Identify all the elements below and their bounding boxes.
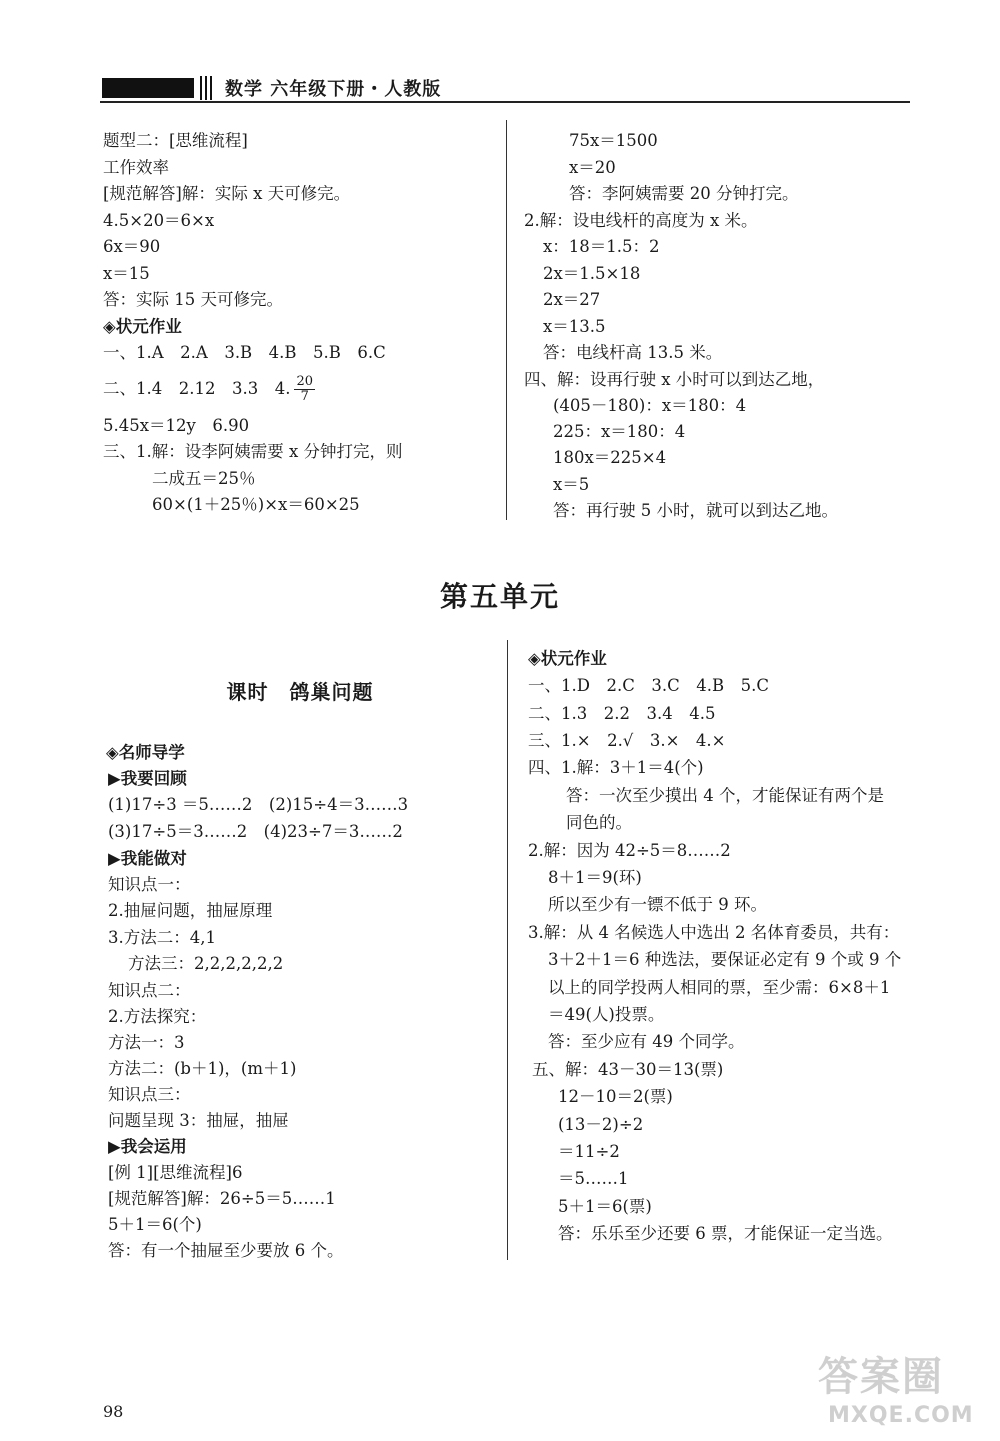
section-heading: ◈状元作业 [528, 649, 607, 668]
text-line: 75x＝1500 [569, 131, 658, 150]
fraction [294, 375, 315, 404]
text-line: 一、1.D 2.C 3.C 4.B 5.C [528, 676, 769, 695]
text-span: 二、1.4 2.12 3.3 4. [103, 379, 291, 398]
subsection-heading: ▶我能做对 [108, 849, 187, 868]
text-line: x＝13.5 [543, 317, 606, 336]
text-line: 2.抽屉问题，抽屉原理 [108, 901, 273, 920]
text-line: 问题呈现 3：抽屉，抽屉 [108, 1111, 289, 1130]
text-line: (13－2)÷2 [558, 1115, 644, 1134]
text-line: ＝5……1 [558, 1169, 629, 1188]
text-line: 答：实际 15 天可修完。 [103, 290, 283, 309]
text-line: 一、1.A 2.A 3.B 4.B 5.B 6.C [103, 343, 386, 362]
text-line: 180x＝225×4 [553, 448, 667, 467]
header-bars [200, 76, 216, 100]
text-line: 5＋1＝6(个) [108, 1215, 202, 1234]
text-line: 2x＝27 [543, 290, 601, 309]
text-line: 3.方法二：4,1 [108, 928, 216, 947]
column-divider-bottom [507, 640, 508, 1260]
column-divider-top [506, 120, 507, 520]
unit-title: 第五单元 [439, 580, 560, 613]
text-line: 225：x＝180：4 [553, 422, 686, 441]
text-line: 6x＝90 [103, 237, 161, 256]
subsection-heading: ▶我要回顾 [108, 769, 187, 788]
text-line: 5＋1＝6(票) [558, 1197, 652, 1216]
text-line: (1)17÷3 ＝5……2 (2)15÷4＝3……3 [108, 795, 409, 814]
section-heading: ◈状元作业 [103, 317, 182, 336]
text-line: 所以至少有一镖不低于 9 环。 [548, 895, 767, 914]
page-header [100, 72, 910, 102]
text-line: x：18＝1.5：2 [543, 237, 660, 256]
watermark-logo-text: 答案圈 [818, 1354, 944, 1400]
header-rule [100, 101, 910, 103]
text-line: 5.45x＝12y 6.90 [103, 416, 250, 435]
text-line: 方法二：(b＋1)，(m＋1) [108, 1059, 297, 1078]
answer-line-with-fraction [103, 375, 315, 404]
text-line: 二成五＝25％ [152, 469, 256, 488]
text-line: [规范解答]解：26÷5＝5……1 [108, 1189, 336, 1208]
subsection-heading: ▶我会运用 [108, 1137, 187, 1156]
text-line: 四、解：设再行驶 x 小时可以到达乙地， [524, 370, 825, 389]
text-line: 3.解：从 4 名候选人中选出 2 名体育委员，共有： [528, 923, 900, 942]
text-line: 三、1.× 2.√ 3.× 4.× [528, 731, 726, 750]
text-line: 五、解：43－30＝13(票) [532, 1060, 724, 1079]
header-title: 数学 六年级下册・人教版 [225, 79, 442, 100]
text-line: 答：乐乐至少还要 6 票，才能保证一定当选。 [558, 1224, 893, 1243]
text-line: 工作效率 [103, 158, 169, 177]
text-line: x＝5 [553, 475, 590, 494]
text-line: 12－10＝2(票) [558, 1087, 673, 1106]
text-line: 答：一次至少摸出 4 个，才能保证有两个是 [566, 786, 884, 805]
text-line: 答：再行驶 5 小时，就可以到达乙地。 [553, 501, 838, 520]
text-line: 答：有一个抽屉至少要放 6 个。 [108, 1241, 344, 1260]
text-line: 2x＝1.5×18 [543, 264, 641, 283]
header-black-block [102, 78, 194, 98]
page-number: 98 [103, 1402, 124, 1421]
text-line: [例 1][思维流程]6 [108, 1163, 243, 1182]
text-line: 四、1.解：3＋1＝4(个) [528, 758, 704, 777]
text-line: 2.方法探究： [108, 1007, 207, 1026]
text-line: x＝20 [569, 158, 616, 177]
text-line: 知识点一： [108, 875, 191, 894]
text-line: 2.解：因为 42÷5＝8……2 [528, 841, 731, 860]
fraction-denominator: 7 [300, 389, 309, 404]
fraction-numerator: 20 [296, 374, 314, 389]
text-line: 答：李阿姨需要 20 分钟打完。 [569, 184, 799, 203]
lesson-title: 课时 鸽巢问题 [226, 680, 374, 704]
text-line: 8＋1＝9(环) [548, 868, 642, 887]
text-line: 3＋2＋1＝6 种选法，要保证必定有 9 个或 9 个 [548, 950, 902, 969]
text-line: (405－180)：x＝180：4 [553, 396, 747, 415]
section-heading: ◈名师导学 [106, 743, 185, 762]
text-line: 答：至少应有 49 个同学。 [548, 1032, 745, 1051]
text-line: 知识点三： [108, 1085, 191, 1104]
text-line: 二、1.3 2.2 3.4 4.5 [528, 704, 716, 723]
text-line: 方法三：2,2,2,2,2,2 [128, 954, 284, 973]
text-line: 方法一：3 [108, 1033, 185, 1052]
watermark-url: MXQE.COM [828, 1403, 974, 1428]
text-line: (3)17÷5＝3……2 (4)23÷7＝3……2 [108, 822, 403, 841]
text-line: x＝15 [103, 264, 150, 283]
text-line: ＝49(人)投票。 [548, 1005, 665, 1024]
text-line: 同色的。 [566, 813, 632, 832]
text-line: 三、1.解：设李阿姨需要 x 分钟打完，则 [103, 442, 403, 461]
text-line: 以上的同学投两人相同的票，至少需：6×8＋1 [548, 978, 891, 997]
text-line: ＝11÷2 [558, 1142, 620, 1161]
text-line: 60×(1＋25％)×x＝60×25 [152, 495, 360, 514]
watermark [800, 1345, 1000, 1441]
text-line: [规范解答]解：实际 x 天可修完。 [103, 184, 351, 203]
text-line: 2.解：设电线杆的高度为 x 米。 [524, 211, 758, 230]
text-line: 知识点二： [108, 981, 191, 1000]
text-line: 答：电线杆高 13.5 米。 [543, 343, 723, 362]
text-line: 4.5×20＝6×x [103, 211, 215, 230]
text-line: 题型二：[思维流程] [103, 131, 248, 150]
